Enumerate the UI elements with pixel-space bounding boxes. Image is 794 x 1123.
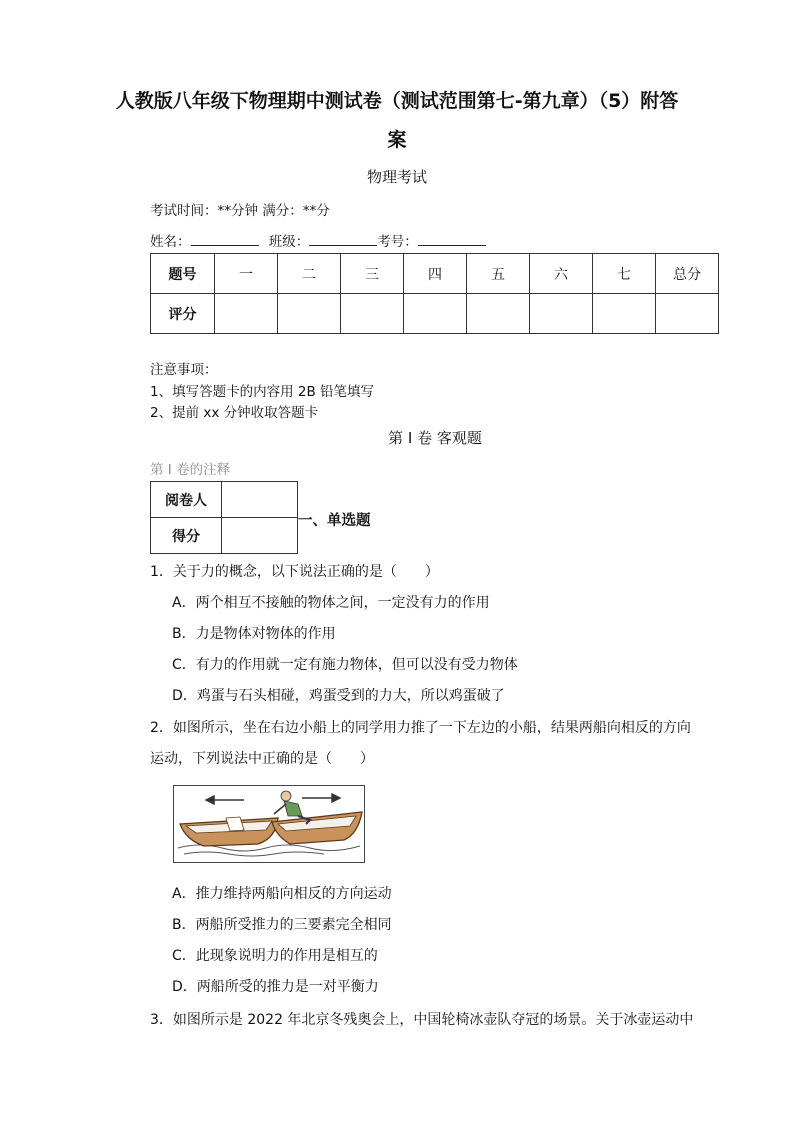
score-row: [151, 518, 298, 554]
score-table-head: 题号: [151, 254, 215, 294]
option-a: A．推力维持两船向相反的方向运动: [172, 886, 392, 902]
name-label: 姓名：: [150, 234, 191, 250]
option-c: C．有力的作用就一定有施力物体，但可以没有受力物体: [172, 657, 518, 673]
score-table-score-row: [151, 294, 719, 334]
number-label: 考号：: [377, 234, 418, 250]
score-cell[interactable]: [341, 294, 404, 334]
boats-illustration: [174, 786, 364, 862]
notes-item: 2、提前 xx 分钟收取答题卡: [150, 405, 319, 421]
score-col: 四: [404, 254, 467, 294]
question-stem: 3．如图所示是 2022 年北京冬残奥会上，中国轮椅冰壶队夺冠的场景。关于冰壶运动中: [150, 1012, 694, 1028]
score-row-head: 评分: [151, 294, 215, 334]
score-label: 得分: [151, 518, 222, 554]
option-a: A．两个相互不接触的物体之间，一定没有力的作用: [172, 595, 490, 611]
class-label: 班级：: [268, 234, 310, 250]
score-cell[interactable]: [530, 294, 593, 334]
score-value-cell[interactable]: [222, 518, 298, 554]
page-title-line1: 人教版八年级下物理期中测试卷（测试范围第七-第九章）（5）附答: [115, 90, 679, 112]
score-col: 三: [341, 254, 404, 294]
class-field[interactable]: [309, 233, 377, 246]
exam-info: 考试时间：**分钟 满分：**分: [150, 203, 330, 219]
reader-cell[interactable]: [222, 482, 298, 518]
section-title: 第 I 卷 客观题: [388, 429, 482, 447]
option-b: B．两船所受推力的三要素完全相同: [172, 917, 392, 933]
reader-label: 阅卷人: [151, 482, 222, 518]
score-cell[interactable]: [278, 294, 341, 334]
option-c: C．此现象说明力的作用是相互的: [172, 948, 378, 964]
boats-figure: [173, 785, 365, 863]
score-table: [150, 253, 719, 334]
section-note: 第 I 卷的注释: [150, 462, 231, 478]
score-col: 七: [593, 254, 656, 294]
option-d: D．鸡蛋与石头相碰，鸡蛋受到的力大，所以鸡蛋破了: [172, 688, 505, 704]
score-col: 一: [215, 254, 278, 294]
notes-item: 1、填写答题卡的内容用 2B 铅笔填写: [150, 384, 375, 400]
option-b: B．力是物体对物体的作用: [172, 626, 336, 642]
question-stem: 2．如图所示，坐在右边小船上的同学用力推了一下左边的小船，结果两船向相反的方向: [150, 720, 691, 736]
score-col: 六: [530, 254, 593, 294]
reader-table: [150, 481, 298, 554]
page-title-line2: 案: [387, 129, 407, 151]
student-fields: [150, 230, 486, 250]
score-cell[interactable]: [404, 294, 467, 334]
score-cell[interactable]: [593, 294, 656, 334]
score-col: 二: [278, 254, 341, 294]
number-field[interactable]: [418, 233, 486, 246]
score-cell[interactable]: [215, 294, 278, 334]
score-table-header-row: [151, 254, 719, 294]
option-d: D．两船所受的推力是一对平衡力: [172, 979, 379, 995]
reader-row: [151, 482, 298, 518]
page-subtitle: 物理考试: [366, 168, 427, 186]
notes-heading: 注意事项：: [150, 362, 218, 378]
name-field[interactable]: [191, 233, 259, 246]
motion-arrows: [206, 794, 340, 804]
question-stem-cont: 运动，下列说法中正确的是（ ）: [150, 751, 374, 767]
part-title: 一、单选题: [298, 513, 371, 529]
score-cell[interactable]: [467, 294, 530, 334]
score-cell[interactable]: [656, 294, 719, 334]
score-col: 总分: [656, 254, 719, 294]
score-col: 五: [467, 254, 530, 294]
question-stem: 1．关于力的概念，以下说法正确的是（ ）: [150, 564, 439, 580]
